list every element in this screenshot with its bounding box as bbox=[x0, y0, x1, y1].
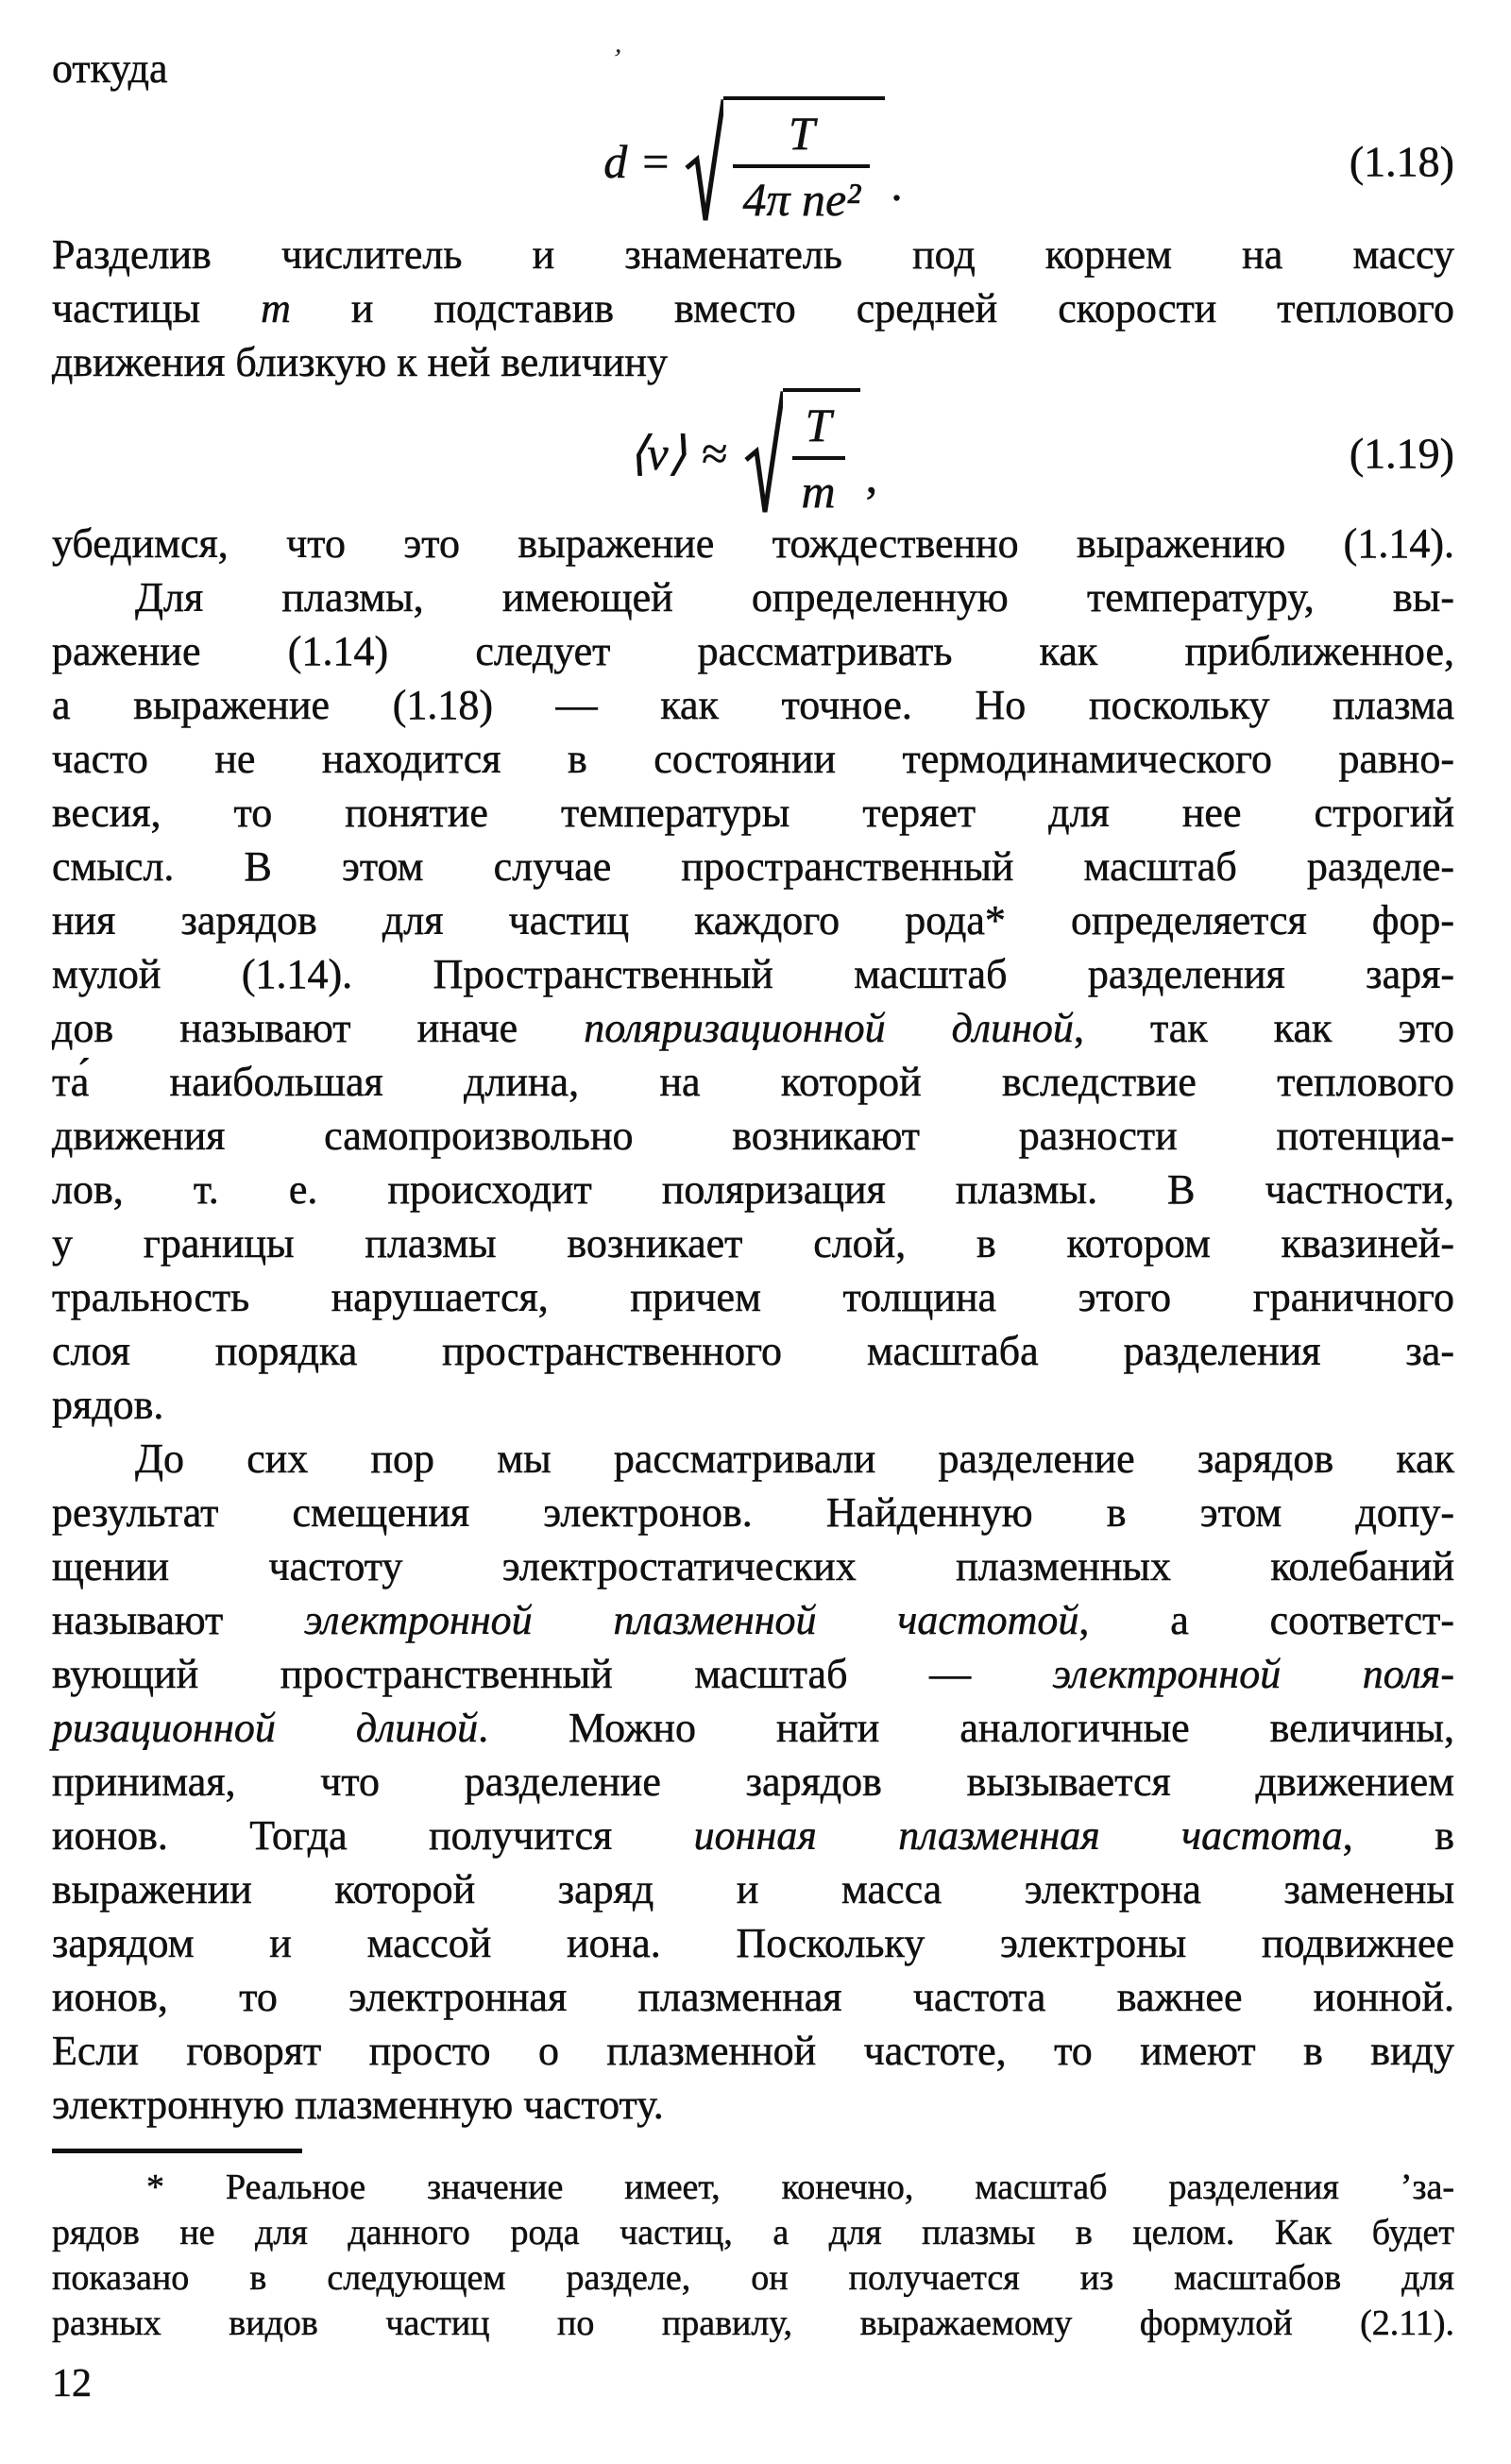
text-run: часто не находится в состоянии термодинамического равно- bbox=[52, 736, 1454, 782]
text-run: мулой (1.14). Пространственный масштаб разделения заря- bbox=[52, 951, 1454, 997]
text-run: Разделив числитель и знаменатель под корнем на массу bbox=[52, 231, 1454, 278]
radical-sign-icon bbox=[743, 388, 783, 518]
text-run: электронную плазменную частоту. bbox=[52, 2082, 664, 2128]
text-line bbox=[52, 2210, 1454, 2255]
text-run: смысл. В этом случае пространственный масштаб разделе- bbox=[52, 843, 1454, 890]
text-run: ионов, то электронная плазменная частота важнее ионной. bbox=[52, 1974, 1454, 2020]
text-line bbox=[52, 1916, 1454, 1970]
text-run: показано в следующем разделе, он получается из масштабов для bbox=[52, 2258, 1454, 2298]
paragraph-block-1 bbox=[52, 228, 1454, 389]
text-run: До сих пор мы рассматривали разделение зарядов как bbox=[135, 1436, 1454, 1482]
text-line bbox=[52, 1862, 1454, 1916]
text-line bbox=[52, 1324, 1454, 1378]
text-line bbox=[52, 2078, 1454, 2132]
text-run: ражение (1.14) следует рассматривать как приближенное, bbox=[52, 628, 1454, 674]
text-line bbox=[52, 1755, 1454, 1809]
text-run: разных видов частиц по правилу, выражаемому формулой (2.11). bbox=[52, 2303, 1454, 2343]
text-line bbox=[52, 732, 1454, 786]
radicand bbox=[723, 96, 885, 227]
paragraph bbox=[52, 2165, 1454, 2346]
text-run: , в bbox=[1342, 1812, 1454, 1859]
footnote-divider bbox=[52, 2149, 302, 2153]
italic-term: электронной поля- bbox=[1052, 1651, 1454, 1697]
text-run: частицы bbox=[52, 285, 262, 331]
text-line bbox=[52, 840, 1454, 893]
square-root bbox=[684, 96, 885, 227]
text-line bbox=[52, 1809, 1454, 1862]
text-line bbox=[52, 1432, 1454, 1486]
text-line bbox=[52, 1163, 1454, 1216]
text-run: слоя порядка пространственного масштаба разделения за- bbox=[52, 1328, 1454, 1374]
italic-term: ризационной длиной bbox=[52, 1705, 479, 1751]
text-line bbox=[52, 1701, 1454, 1755]
text-line bbox=[52, 678, 1454, 732]
text-line bbox=[52, 1593, 1454, 1647]
text-run: весия, то понятие температуры теряет для нее строгий bbox=[52, 790, 1454, 836]
text-line bbox=[52, 1055, 1454, 1109]
text-line bbox=[52, 624, 1454, 678]
equation-1-19 bbox=[52, 389, 1454, 517]
text-run: откуда bbox=[52, 45, 168, 92]
square-root bbox=[743, 388, 860, 518]
paragraph bbox=[52, 570, 1454, 1432]
text-line bbox=[52, 1378, 1454, 1432]
text-run: , так как это bbox=[1073, 1005, 1455, 1051]
equation-lhs: d bbox=[603, 135, 628, 188]
text-run: * Реальное значение имеет, конечно, масштаб разделения ʼза- bbox=[146, 2167, 1454, 2207]
formula-1-18 bbox=[603, 96, 902, 227]
opening-line bbox=[52, 42, 1454, 95]
text-line bbox=[52, 1216, 1454, 1270]
text-line bbox=[52, 1001, 1454, 1055]
numerator: T bbox=[788, 107, 815, 160]
text-run: выражении которой заряд и масса электрона заменены bbox=[52, 1866, 1454, 1912]
equation-number: (1.19) bbox=[1349, 429, 1454, 477]
text-run: результат смещения электронов. Найденную в этом допу- bbox=[52, 1489, 1454, 1536]
denominator: m bbox=[792, 456, 845, 518]
text-line bbox=[52, 1539, 1454, 1593]
text-line bbox=[52, 1270, 1454, 1324]
text-line bbox=[52, 2301, 1454, 2346]
equation-1-18 bbox=[52, 95, 1454, 228]
text-run: щении частоту электростатических плазменных колебаний bbox=[52, 1543, 1454, 1589]
text-run: . Можно найти аналогичные величины, bbox=[478, 1705, 1454, 1751]
text-line bbox=[52, 517, 1454, 570]
italic-term: ионная плазменная частота bbox=[693, 1812, 1343, 1859]
text-run: дов называют иначе bbox=[52, 1005, 585, 1051]
text-run: рядов. bbox=[52, 1382, 164, 1428]
equals-sign: = bbox=[642, 135, 670, 188]
text-run: лов, т. е. происходит поляризация плазмы. В частности, bbox=[52, 1166, 1454, 1213]
text-run: а выражение (1.18) — как точное. Но поскольку плазма bbox=[52, 682, 1454, 728]
text-run: ионов. Тогда получится bbox=[52, 1812, 694, 1859]
text-run: у границы плазмы возникает слой, в котором квазиней- bbox=[52, 1220, 1454, 1266]
text-line bbox=[52, 281, 1454, 335]
text-line bbox=[52, 335, 1454, 389]
formula-1-19 bbox=[629, 388, 877, 518]
book-page bbox=[0, 42, 1511, 2464]
text-run: убедимся, что это выражение тождественно выражению (1.14). bbox=[52, 520, 1454, 567]
text-run: ния зарядов для частиц каждого рода* определяется фор- bbox=[52, 897, 1454, 943]
text-line bbox=[52, 786, 1454, 840]
paragraph bbox=[52, 228, 1454, 389]
fraction bbox=[733, 106, 870, 227]
text-run: Для плазмы, имеющей определенную температуру, вы- bbox=[135, 574, 1454, 620]
page-number: 12 bbox=[52, 2362, 92, 2405]
text-line bbox=[52, 2165, 1454, 2210]
equation-punctuation: . bbox=[891, 158, 903, 211]
paragraph bbox=[52, 42, 1454, 95]
denominator: 4π ne² bbox=[733, 164, 870, 227]
italic-term: m bbox=[261, 285, 291, 331]
text-run: та́ наибольшая длина, на которой вследствие теплового bbox=[52, 1059, 1454, 1105]
text-line bbox=[52, 1109, 1454, 1163]
italic-term: поляризационной длиной bbox=[584, 1005, 1074, 1051]
scan-speck: ʼ bbox=[609, 42, 624, 76]
text-line bbox=[52, 2024, 1454, 2078]
text-run: тральность нарушается, причем толщина этого граничного bbox=[52, 1274, 1454, 1320]
text-run: рядов не для данного рода частиц, а для плазмы в целом. Как будет bbox=[52, 2213, 1454, 2252]
radicand bbox=[783, 388, 860, 518]
text-line bbox=[52, 2255, 1454, 2301]
numerator: T bbox=[805, 398, 832, 451]
fraction bbox=[792, 398, 845, 518]
footnote bbox=[52, 2165, 1454, 2346]
text-run: принимая, что разделение зарядов вызывается движением bbox=[52, 1759, 1454, 1805]
text-run: называют bbox=[52, 1597, 305, 1643]
italic-term: электронной плазменной частотой bbox=[304, 1597, 1079, 1643]
text-line bbox=[52, 1970, 1454, 2024]
text-line bbox=[52, 1486, 1454, 1539]
approx-sign: ≈ bbox=[702, 426, 728, 480]
text-run: и подставив вместо средней скорости теплового bbox=[290, 285, 1454, 331]
text-run: движения самопроизвольно возникают разности потенциа- bbox=[52, 1113, 1454, 1159]
radical-sign-icon bbox=[684, 96, 723, 227]
text-line bbox=[52, 1647, 1454, 1701]
text-run: Если говорят просто о плазменной частоте, то имеют в виду bbox=[52, 2028, 1454, 2074]
text-run: зарядом и массой иона. Поскольку электроны подвижнее bbox=[52, 1920, 1454, 1966]
paragraph bbox=[52, 1432, 1454, 2132]
paragraph bbox=[52, 517, 1454, 570]
text-run: вующий пространственный масштаб — bbox=[52, 1651, 1053, 1697]
text-line bbox=[52, 893, 1454, 947]
text-run: движения близкую к ней величину bbox=[52, 339, 668, 385]
text-run: , а соответст- bbox=[1078, 1597, 1454, 1643]
text-line bbox=[52, 570, 1454, 624]
text-line bbox=[52, 42, 1454, 95]
main-text bbox=[52, 517, 1454, 2132]
equation-lhs: ⟨v⟩ bbox=[628, 426, 688, 480]
equation-punctuation: , bbox=[865, 449, 878, 502]
text-line bbox=[52, 947, 1454, 1001]
equation-number: (1.18) bbox=[1349, 137, 1454, 186]
text-line bbox=[52, 228, 1454, 281]
